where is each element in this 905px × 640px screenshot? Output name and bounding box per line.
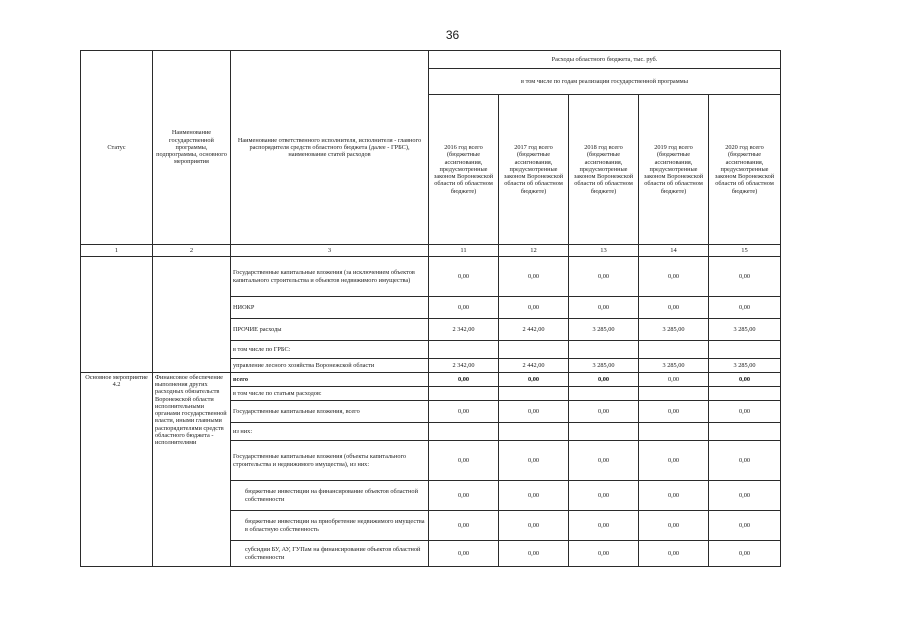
table-cell-value: 3 285,00 xyxy=(639,319,709,341)
table-cell-value: 0,00 xyxy=(429,297,499,319)
table-cell-value: 3 285,00 xyxy=(709,359,781,373)
header-year-2017: 2017 год всего (бюджетные ассигнования, предусмотренные законом Воронежской области об областном бюджете) xyxy=(499,95,569,245)
table-cell-value: 3 285,00 xyxy=(569,359,639,373)
table-cell-value: 2 342,00 xyxy=(429,359,499,373)
page-number: 36 xyxy=(445,28,460,42)
table-cell-value: 0,00 xyxy=(569,541,639,567)
table-cell-value: 0,00 xyxy=(639,541,709,567)
table-cell-value: 2 442,00 xyxy=(499,359,569,373)
column-number: 2 xyxy=(153,245,231,257)
table-cell-value: 3 285,00 xyxy=(569,319,639,341)
column-number: 15 xyxy=(709,245,781,257)
table-cell-value: 0,00 xyxy=(499,373,569,387)
column-number: 1 xyxy=(81,245,153,257)
column-number: 3 xyxy=(231,245,429,257)
table-cell-value xyxy=(639,387,709,401)
table-cell-value: 0,00 xyxy=(499,257,569,297)
table-cell-value: 0,00 xyxy=(569,511,639,541)
table-cell-value xyxy=(429,387,499,401)
table-cell-value: 0,00 xyxy=(429,441,499,481)
table-cell-value: 0,00 xyxy=(709,297,781,319)
table-row-label: всего xyxy=(231,373,429,387)
column-number: 13 xyxy=(569,245,639,257)
table-cell-value: 0,00 xyxy=(429,511,499,541)
table-cell-value xyxy=(709,341,781,359)
name-cell-empty xyxy=(153,257,231,373)
table-cell-value xyxy=(499,341,569,359)
table-cell-value: 0,00 xyxy=(639,297,709,319)
block-status: Основное мероприятие 4.2 xyxy=(81,373,153,567)
table-row-label: в том числе по ГРБС: xyxy=(231,341,429,359)
budget-table xyxy=(80,50,781,567)
table-row-label: управление лесного хозяйства Воронежской области xyxy=(231,359,429,373)
table-cell-value: 0,00 xyxy=(639,401,709,423)
header-program-name: Наименование государственной программы, подпрограммы, основного мероприятия xyxy=(153,51,231,245)
table-cell-value: 2 342,00 xyxy=(429,319,499,341)
table-row-label: субсидии БУ, АУ, ГУПам на финансирование объектов областной собственности xyxy=(231,541,429,567)
header-executor-name: Наименование ответственного исполнителя, исполнителя - главного распорядителя средств областного бюджета (далее - ГРБС), наименование статей расходов xyxy=(231,51,429,245)
table-cell-value: 0,00 xyxy=(709,401,781,423)
table-cell-value xyxy=(639,423,709,441)
column-number: 14 xyxy=(639,245,709,257)
table-cell-value: 0,00 xyxy=(499,441,569,481)
table-row-label: НИОКР xyxy=(231,297,429,319)
table-cell-value: 0,00 xyxy=(499,541,569,567)
table-cell-value: 0,00 xyxy=(569,401,639,423)
table-cell-value: 0,00 xyxy=(429,257,499,297)
table-cell-value: 0,00 xyxy=(639,257,709,297)
table-cell-value: 0,00 xyxy=(709,481,781,511)
table-cell-value xyxy=(569,341,639,359)
table-cell-value xyxy=(569,423,639,441)
table-cell-value: 0,00 xyxy=(709,441,781,481)
table-cell-value: 0,00 xyxy=(569,257,639,297)
header-by-years: в том числе по годам реализации государственной программы xyxy=(429,69,781,95)
table-cell-value: 3 285,00 xyxy=(639,359,709,373)
table-cell-value: 0,00 xyxy=(639,441,709,481)
table-cell-value: 0,00 xyxy=(639,481,709,511)
header-year-2019: 2019 год всего (бюджетные ассигнования, предусмотренные законом Воронежской области об областном бюджете) xyxy=(639,95,709,245)
column-number: 12 xyxy=(499,245,569,257)
table-cell-value: 0,00 xyxy=(499,297,569,319)
table-cell-value xyxy=(639,341,709,359)
table-cell-value: 0,00 xyxy=(709,511,781,541)
table-cell-value: 0,00 xyxy=(639,373,709,387)
header-status: Статус xyxy=(81,51,153,245)
table-cell-value: 0,00 xyxy=(569,373,639,387)
status-cell-empty xyxy=(81,257,153,373)
table-row-label: бюджетные инвестиции на финансирование объектов областной собственности xyxy=(231,481,429,511)
block-name: Финансовое обеспечение выполнения других расходных обязательств Воронежской области исполнительными органами государственной власти, иными главными распорядителями средств областного бюджета - исполнителями xyxy=(153,373,231,567)
table-cell-value: 0,00 xyxy=(709,541,781,567)
header-year-2018: 2018 год всего (бюджетные ассигнования, предусмотренные законом Воронежской области об областном бюджете) xyxy=(569,95,639,245)
table-cell-value: 0,00 xyxy=(429,373,499,387)
table-row-label: бюджетные инвестиции на приобретение недвижимого имущества в областную собственность xyxy=(231,511,429,541)
table-cell-value: 0,00 xyxy=(639,511,709,541)
table-cell-value xyxy=(709,423,781,441)
table-row-label: из них: xyxy=(231,423,429,441)
table-cell-value: 0,00 xyxy=(709,257,781,297)
table-cell-value xyxy=(499,423,569,441)
table-cell-value: 0,00 xyxy=(569,297,639,319)
table-row-label: Государственные капитальные вложения, всего xyxy=(231,401,429,423)
header-budget-expenses: Расходы областного бюджета, тыс. руб. xyxy=(429,51,781,69)
table-cell-value: 0,00 xyxy=(709,373,781,387)
table-cell-value xyxy=(429,423,499,441)
column-number: 11 xyxy=(429,245,499,257)
table-row-label: Государственные капитальные вложения (объекты капитального строительства и недвижимого имущества), из них: xyxy=(231,441,429,481)
table-cell-value xyxy=(709,387,781,401)
table-cell-value: 0,00 xyxy=(429,541,499,567)
table-row-label: в том числе по статьям расходов: xyxy=(231,387,429,401)
table-row-label: Государственные капитальные вложения (за исключением объектов капитального строительства и объектов недвижимого имущества) xyxy=(231,257,429,297)
table-row-label: ПРОЧИЕ расходы xyxy=(231,319,429,341)
table-cell-value: 0,00 xyxy=(499,481,569,511)
table-cell-value: 0,00 xyxy=(569,441,639,481)
table-cell-value: 0,00 xyxy=(499,511,569,541)
header-year-2020: 2020 год всего (бюджетные ассигнования, предусмотренные законом Воронежской области об областном бюджете) xyxy=(709,95,781,245)
table-cell-value: 3 285,00 xyxy=(709,319,781,341)
table-cell-value xyxy=(499,387,569,401)
table-cell-value: 2 442,00 xyxy=(499,319,569,341)
table-cell-value: 0,00 xyxy=(429,401,499,423)
table-cell-value: 0,00 xyxy=(569,481,639,511)
table-cell-value xyxy=(569,387,639,401)
table-cell-value xyxy=(429,341,499,359)
header-year-2016: 2016 год всего (бюджетные ассигнования, предусмотренные законом Воронежской области об областном бюджете) xyxy=(429,95,499,245)
table-cell-value: 0,00 xyxy=(429,481,499,511)
table-cell-value: 0,00 xyxy=(499,401,569,423)
